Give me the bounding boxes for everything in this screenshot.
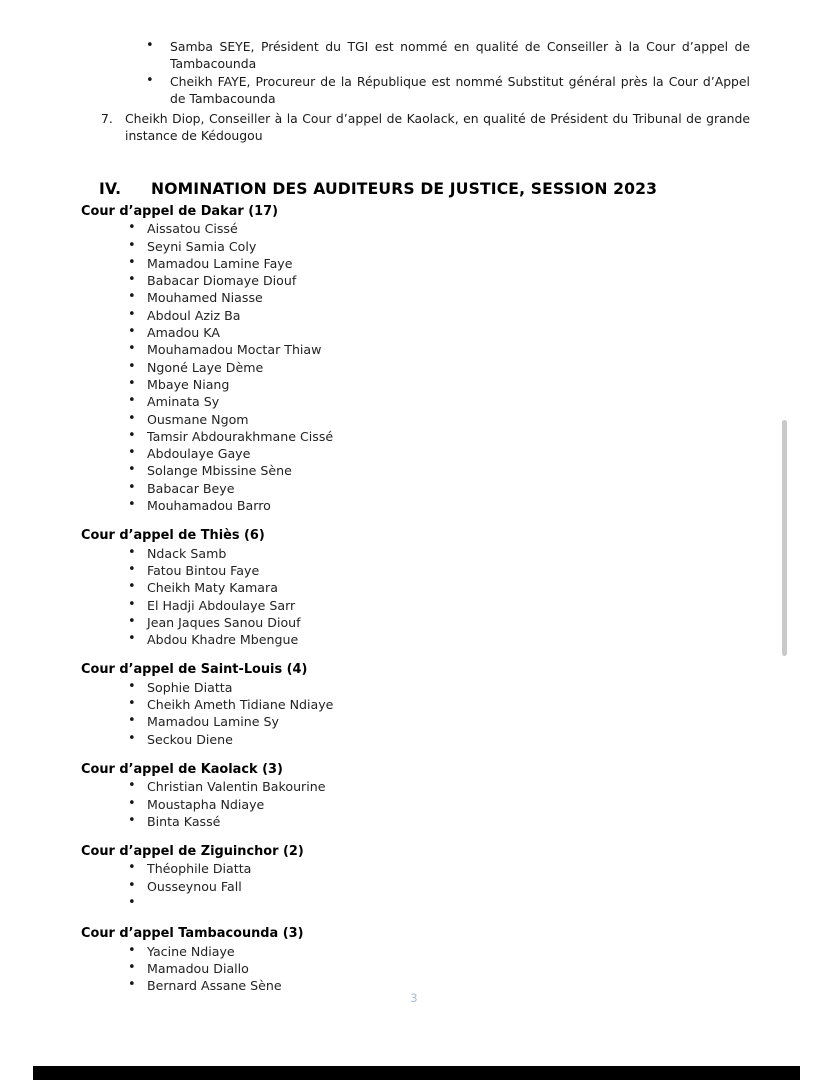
page-number: 3 (410, 991, 418, 1005)
section-title-text: NOMINATION DES AUDITEURS DE JUSTICE, SESSION 2023 (151, 180, 658, 199)
court-group-name-list (0, 220, 828, 514)
list-item: • Mamadou Lamine Faye (0, 255, 828, 272)
court-group-name-list (0, 545, 828, 649)
court-group (0, 925, 828, 994)
court-group-name-list (0, 860, 828, 912)
list-item: • Cheikh Ameth Tidiane Ndiaye (0, 696, 828, 713)
list-item: • Mouhamadou Moctar Thiaw (0, 341, 828, 358)
court-group-name-list (0, 679, 828, 748)
list-item: • Mamadou Lamine Sy (0, 713, 828, 730)
list-item: • Babacar Beye (0, 480, 828, 497)
list-item: • Ngoné Laye Dème (0, 359, 828, 376)
court-group-title: Cour d’appel de Dakar (17) (81, 204, 278, 219)
bottom-bar (33, 1066, 800, 1080)
list-item: • Seckou Diene (0, 731, 828, 748)
court-group-title: Cour d’appel Tambacounda (3) (81, 926, 304, 942)
numbered-list-item-number: 7. (101, 110, 113, 126)
list-item: • Sophie Diatta (0, 679, 828, 696)
list-item: • Samba SEYE, Président du TGI est nommé en qualité de Conseiller à la Cour d’appel de Tambacounda (0, 38, 828, 73)
court-group (0, 203, 828, 514)
list-item: • Abdoulaye Gaye (0, 445, 828, 462)
court-groups-container (0, 203, 828, 994)
page-title (99, 180, 657, 198)
court-group-title: Cour d’appel de Ziguinchor (2) (81, 844, 304, 860)
list-item: • Ousseynou Fall (0, 878, 828, 895)
list-item: • Moustapha Ndiaye (0, 796, 828, 813)
top-continuation-block (0, 38, 828, 144)
court-group-title: Cour d’appel de Kaolack (3) (81, 761, 283, 777)
court-group (0, 761, 828, 830)
court-group-name-list (0, 778, 828, 830)
list-item: • Mamadou Diallo (0, 960, 828, 977)
list-item: • Jean Jaques Sanou Diouf (0, 614, 828, 631)
continuation-bullet-list (0, 38, 828, 108)
list-item (0, 895, 828, 912)
list-item: • Seyni Samia Coly (0, 238, 828, 255)
list-item: • Ousmane Ngom (0, 411, 828, 428)
list-item: • Mouhamadou Barro (0, 497, 828, 514)
list-item: • El Hadji Abdoulaye Sarr (0, 597, 828, 614)
list-item: • Abdoul Aziz Ba (0, 307, 828, 324)
list-item: • Aissatou Cissé (0, 220, 828, 237)
list-item: • Amadou KA (0, 324, 828, 341)
court-group (0, 661, 828, 747)
scrollbar-thumb[interactable] (782, 420, 787, 656)
list-item: • Babacar Diomaye Diouf (0, 272, 828, 289)
list-item: • Tamsir Abdourakhmane Cissé (0, 428, 828, 445)
court-group (0, 527, 828, 648)
list-item: • Aminata Sy (0, 393, 828, 410)
list-item: • Christian Valentin Bakourine (0, 778, 828, 795)
court-group-title: Cour d’appel de Thiès (6) (81, 528, 265, 544)
list-item: • Fatou Bintou Faye (0, 562, 828, 579)
court-group (0, 843, 828, 912)
list-item: • Mouhamed Niasse (0, 289, 828, 306)
court-group-title: Cour d’appel de Saint-Louis (4) (81, 662, 308, 678)
list-item: • Mbaye Niang (0, 376, 828, 393)
numbered-list-item (0, 110, 828, 145)
list-item: • Ndack Samb (0, 545, 828, 562)
court-group-name-list (0, 943, 828, 995)
list-item: • Cheikh FAYE, Procureur de la République est nommé Substitut général près la Cour d’Appel de Tambacounda (0, 73, 828, 108)
list-item: • Yacine Ndiaye (0, 943, 828, 960)
list-item: • Bernard Assane Sène (0, 977, 828, 994)
list-item: • Abdou Khadre Mbengue (0, 631, 828, 648)
section-roman-numeral: IV. (99, 180, 122, 199)
numbered-list-item-text: Cheikh Diop, Conseiller à la Cour d’appel de Kaolack, en qualité de Président du Tribunal de grande instance de Kédougou (125, 110, 750, 144)
list-item: • Binta Kassé (0, 813, 828, 830)
list-item: • Cheikh Maty Kamara (0, 579, 828, 596)
list-item: • Théophile Diatta (0, 860, 828, 877)
list-item: • Solange Mbissine Sène (0, 462, 828, 479)
